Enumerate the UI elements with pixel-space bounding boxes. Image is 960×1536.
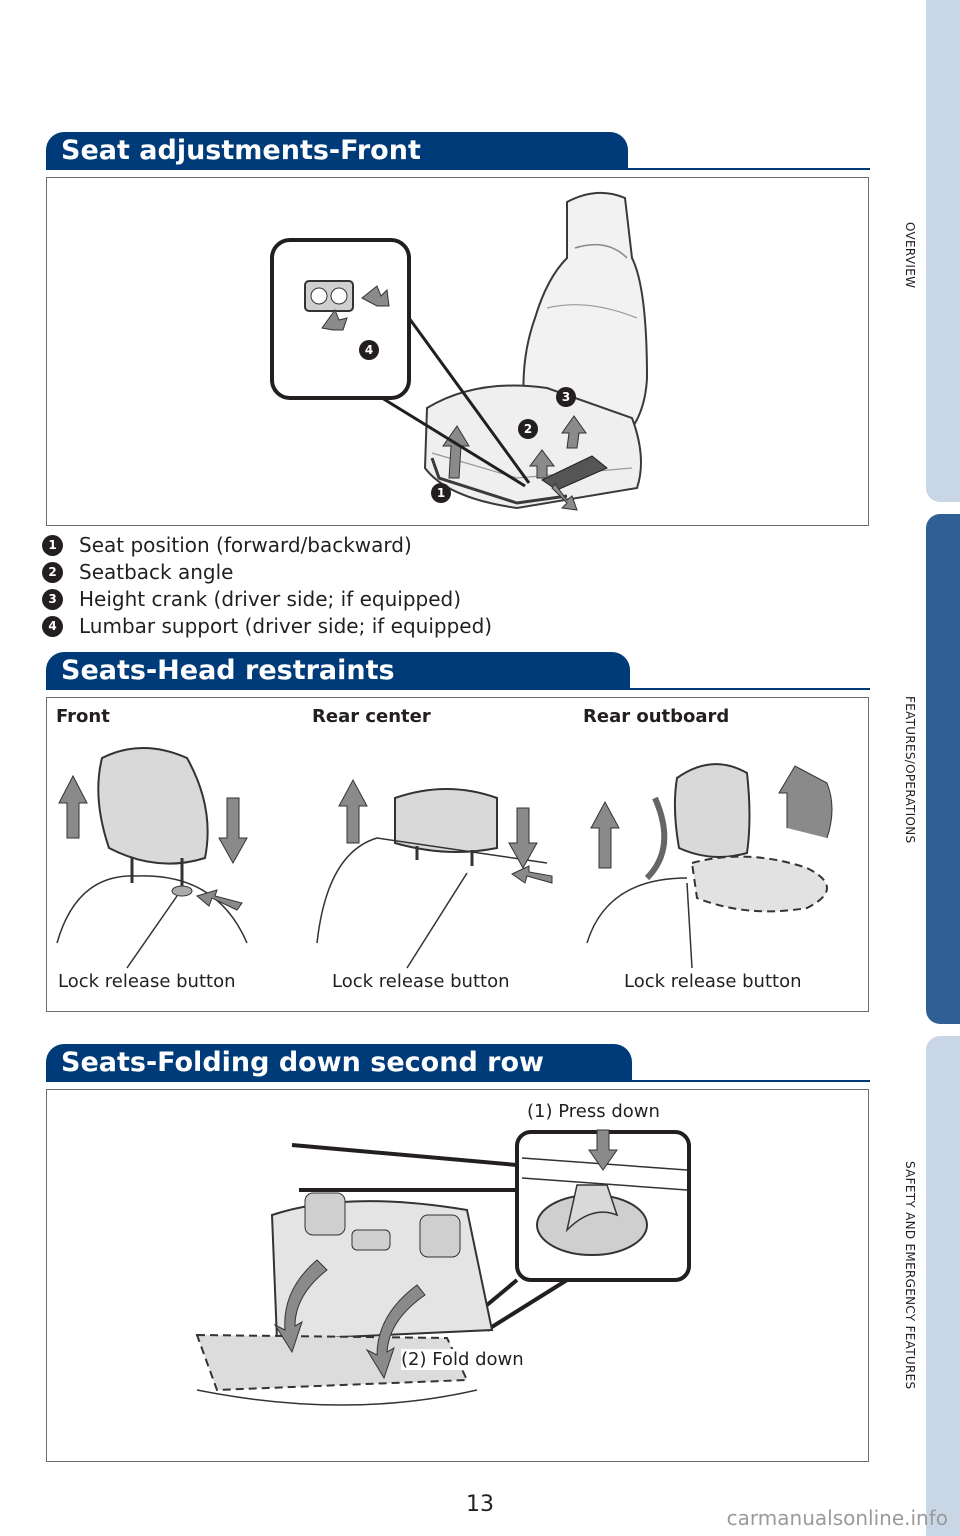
callout-2-badge: 2 xyxy=(518,419,538,439)
section-title-front: Seat adjustments-Front xyxy=(46,132,628,170)
column-heading-rear-center: Rear center xyxy=(312,706,431,727)
legend-item xyxy=(42,532,492,559)
tab-overview-label: OVERVIEW xyxy=(903,221,917,289)
folding-seats-illustration xyxy=(47,1090,870,1463)
legend-badge: 4 xyxy=(42,616,63,637)
caption-rear-center-lock-release: Lock release button xyxy=(332,971,510,992)
front-legend xyxy=(42,532,492,640)
head-restraints-illustration xyxy=(47,698,870,1013)
watermark: carmanualsonline.info xyxy=(726,1506,948,1530)
legend-badge: 3 xyxy=(42,589,63,610)
step-2-label: (2) Fold down xyxy=(401,1349,524,1370)
banner-divider xyxy=(46,168,870,170)
tab-safety-emergency[interactable] xyxy=(926,1036,960,1536)
legend-item xyxy=(42,559,492,586)
legend-item xyxy=(42,613,492,640)
callout-3-badge: 3 xyxy=(556,387,576,407)
step-1-label: (1) Press down xyxy=(527,1101,660,1122)
legend-text: Seat position (forward/backward) xyxy=(79,533,412,557)
column-heading-rear-outboard: Rear outboard xyxy=(583,706,730,727)
section-title-folding-seats: Seats-Folding down second row xyxy=(46,1044,632,1082)
folding-seats-panel xyxy=(46,1089,869,1462)
column-heading-front: Front xyxy=(56,706,110,727)
page-number: 13 xyxy=(466,1492,494,1517)
caption-rear-outboard-lock-release: Lock release button xyxy=(624,971,802,992)
legend-item xyxy=(42,586,492,613)
front-seat-illustration xyxy=(47,178,870,527)
callout-4-badge: 4 xyxy=(359,340,379,360)
banner-divider xyxy=(46,688,870,690)
tab-safety-label: SAFETY AND EMERGENCY FEATURES xyxy=(903,1160,917,1390)
legend-badge: 2 xyxy=(42,562,63,583)
caption-front-lock-release: Lock release button xyxy=(58,971,236,992)
tab-features-label: FEATURES/OPERATIONS xyxy=(903,696,917,844)
front-seat-illustration-panel xyxy=(46,177,869,526)
legend-text: Lumbar support (driver side; if equipped) xyxy=(79,614,493,638)
legend-badge: 1 xyxy=(42,535,63,556)
legend-text: Seatback angle xyxy=(79,560,234,584)
banner-divider xyxy=(46,1080,870,1082)
section-title-head-restraints: Seats-Head restraints xyxy=(46,652,630,690)
legend-text: Height crank (driver side; if equipped) xyxy=(79,587,462,611)
callout-1-badge: 1 xyxy=(431,483,451,503)
head-restraints-panel xyxy=(46,697,869,1012)
tab-overview[interactable] xyxy=(926,0,960,502)
tab-features-operations[interactable] xyxy=(926,514,960,1024)
